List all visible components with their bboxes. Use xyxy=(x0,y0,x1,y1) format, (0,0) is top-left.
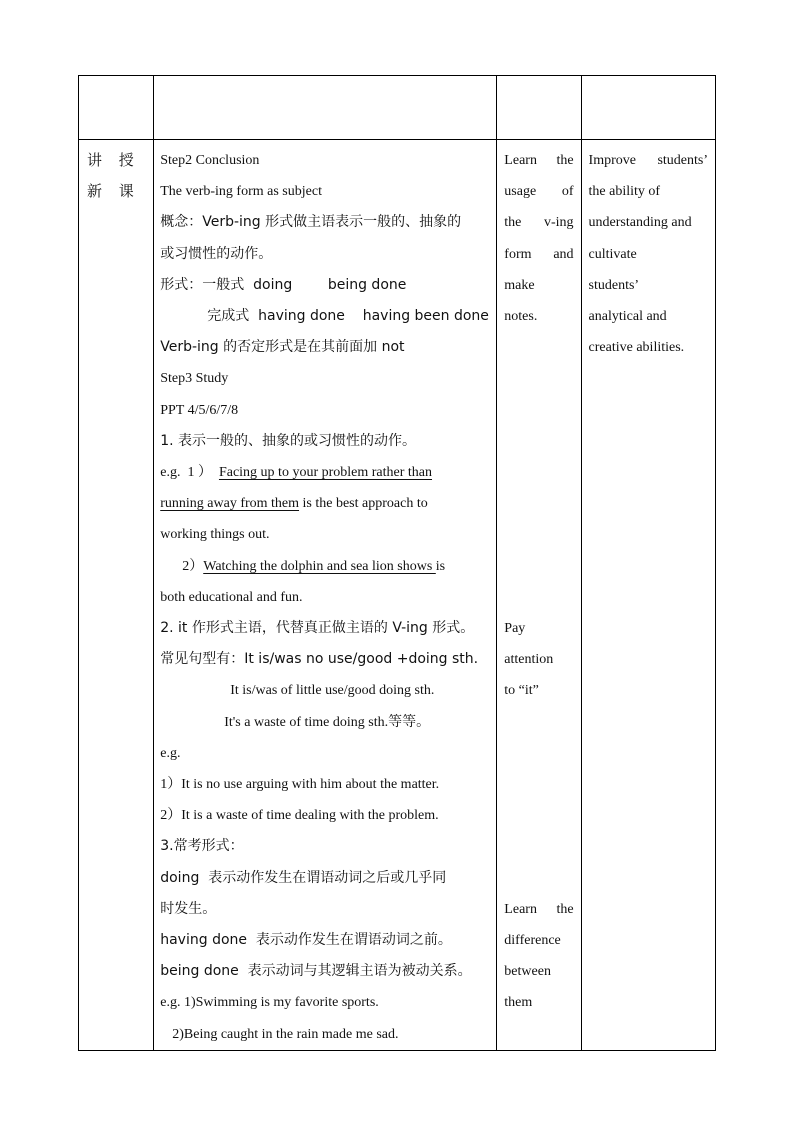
negative-form-line: Verb-ing 的否定形式是在其前面加 not xyxy=(160,339,405,356)
student-line: to “it” xyxy=(504,683,539,699)
pattern-1: 常见句型有：It is/was no use/good +doing sth. xyxy=(160,651,479,668)
student-line: Pay xyxy=(504,621,526,637)
example-2-line1 xyxy=(160,551,490,582)
student-line: usage of xyxy=(504,184,574,200)
student-line: form and xyxy=(504,246,574,262)
stage-label: 讲 授 新 课 xyxy=(87,151,140,201)
underlined-subject-cont: running away from them xyxy=(160,496,300,512)
goal-line: analytical and xyxy=(588,309,667,325)
empty-cell xyxy=(497,76,581,140)
table-row-header-blank xyxy=(79,76,716,140)
step2-heading: Step2 Conclusion xyxy=(160,153,260,168)
student-line: notes. xyxy=(504,309,538,325)
subject-heading: The verb-ing form as subject xyxy=(160,184,322,200)
student-activity-cell xyxy=(497,140,581,1051)
example-1-line2 xyxy=(160,488,490,519)
example-1-line1 xyxy=(160,457,490,488)
being-done-rule: being done 表示动词与其逻辑主语为被动关系。 xyxy=(160,963,472,980)
step3-heading: Step3 Study xyxy=(160,371,229,387)
stage-cell xyxy=(79,140,154,1051)
goal-line: students’ xyxy=(588,277,640,293)
doing-rule: doing 表示动作发生在谓语动词之后或几乎同 xyxy=(160,869,447,886)
example-2-verb: is xyxy=(435,558,446,574)
goal-line: creative abilities. xyxy=(588,340,685,356)
form-line: 形式：一般式 doing being done xyxy=(160,276,407,293)
point-3-heading: 3.常考形式： xyxy=(160,838,244,855)
student-line: make xyxy=(504,277,535,293)
eg-label: e.g. xyxy=(160,745,181,761)
form-example-2: 2)Being caught in the rain made me sad. xyxy=(172,1026,399,1042)
perfect-form-line: 完成式 having done having been done xyxy=(207,308,489,325)
example-2-line2: both educational and fun. xyxy=(160,589,303,605)
concept-line: 概念：Verb-ing 形式做主语表示一般的、抽象的 xyxy=(160,214,462,231)
empty-cell xyxy=(79,76,154,140)
goal-line: the ability of xyxy=(588,184,661,200)
it-example-1: 1）It is no use arguing with him about the matter. xyxy=(160,777,440,793)
example-label: e.g. 1 ） xyxy=(160,465,212,481)
underlined-subject: Facing up to your problem rather than xyxy=(218,465,433,481)
table-row-new-lesson xyxy=(79,140,716,1051)
example-2-label: 2） xyxy=(182,558,204,574)
underlined-subject-2: Watching the dolphin and sea lion shows xyxy=(203,558,436,574)
pattern-2: It is/was of little use/good doing sth. xyxy=(230,683,435,699)
doing-rule-cont: 时发生。 xyxy=(160,900,217,917)
goal-line: Improve students’ xyxy=(588,153,708,168)
student-line: Learn the xyxy=(504,153,574,168)
student-line: them xyxy=(504,995,533,1011)
ppt-reference: PPT 4/5/6/7/8 xyxy=(160,402,239,418)
design-intent-cell xyxy=(581,140,715,1051)
goal-line: understanding and xyxy=(588,215,692,231)
student-line: difference xyxy=(504,933,561,949)
student-line: the v-ing xyxy=(504,215,574,231)
empty-cell xyxy=(154,76,497,140)
pattern-3: It's a waste of time doing sth.等等。 xyxy=(224,714,431,730)
student-line: Learn the xyxy=(504,901,574,917)
empty-cell xyxy=(581,76,715,140)
it-example-2: 2）It is a waste of time dealing with the problem. xyxy=(160,808,439,824)
student-line: between xyxy=(504,964,551,980)
teaching-content-cell xyxy=(154,140,497,1051)
lesson-plan-table xyxy=(78,75,716,1051)
example-predicate: is the best approach to xyxy=(299,496,428,512)
point-1-heading: 1. 表示一般的、抽象的或习惯性的动作。 xyxy=(160,432,417,449)
form-example-1: e.g. 1)Swimming is my favorite sports. xyxy=(160,995,379,1011)
point-2-heading: 2. it 作形式主语，代替真正做主语的 V-ing 形式。 xyxy=(160,620,475,637)
having-done-rule: having done 表示动作发生在谓语动词之前。 xyxy=(160,932,452,949)
example-1-line3: working things out. xyxy=(160,527,270,543)
concept-line-cont: 或习惯性的动作。 xyxy=(160,245,273,262)
goal-line: cultivate xyxy=(588,246,637,262)
student-line: attention xyxy=(504,652,554,668)
